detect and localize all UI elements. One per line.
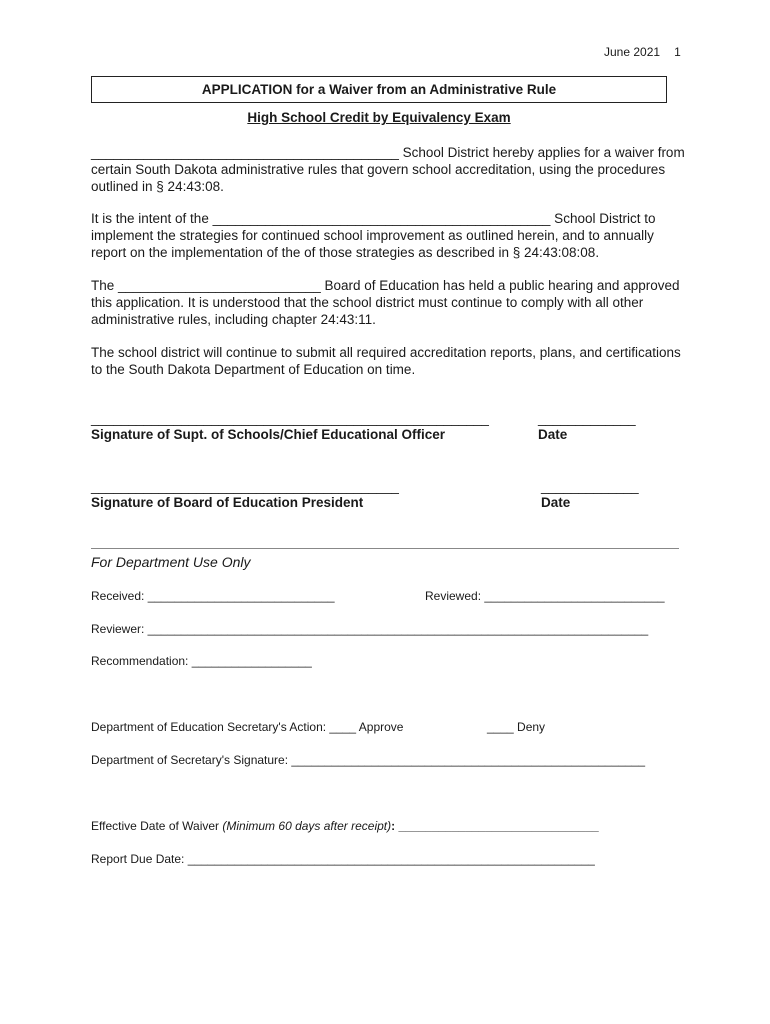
effective-date-field[interactable] bbox=[91, 819, 599, 834]
effective-date-note: (Minimum 60 days after receipt) bbox=[222, 819, 392, 833]
paragraph-application: _________________________________________ School District hereby applies for a waiver from certain South Dakota administrative rules that govern school accreditation, using the procedures outlined in § 24:43:08. bbox=[91, 145, 685, 194]
header-date: June 2021 bbox=[604, 45, 661, 59]
secretary-action-approve[interactable]: Department of Education Secretary's Action: ____ Approve bbox=[91, 720, 404, 734]
supt-date-line[interactable]: _____________ bbox=[538, 411, 636, 426]
effective-date-label: Effective Date of Waiver bbox=[91, 819, 223, 833]
page-header bbox=[604, 45, 681, 59]
page-number: 1 bbox=[674, 45, 681, 59]
reviewer-field[interactable]: Reviewer: ___________________________________________________________________________ bbox=[91, 622, 649, 636]
effective-date-line[interactable]: ______________________________ bbox=[395, 819, 599, 833]
supt-signature-line[interactable]: _____________________________________________________ bbox=[91, 411, 489, 426]
reviewed-field[interactable]: Reviewed: ___________________________ bbox=[425, 589, 665, 603]
board-date-line[interactable]: _____________ bbox=[541, 479, 639, 494]
effective-date-colon: : bbox=[391, 819, 396, 833]
section-divider bbox=[91, 548, 679, 549]
paragraph-intent: It is the intent of the _____________________________________________ School District to implement the strategies for continued school improvement as outlined herein, and to annually report on the implementation of the of those strategies as described in § 24:43:08:08. bbox=[91, 211, 656, 260]
document-title: APPLICATION for a Waiver from an Administrative Rule bbox=[91, 76, 667, 103]
supt-signature-label: Signature of Supt. of Schools/Chief Educational Officer bbox=[91, 427, 446, 442]
report-due-date-field[interactable]: Report Due Date: _____________________________________________________________ bbox=[91, 852, 595, 866]
board-signature-label: Signature of Board of Education President bbox=[91, 495, 364, 510]
document-subtitle: High School Credit by Equivalency Exam bbox=[247, 110, 511, 125]
paragraph-reports: The school district will continue to submit all required accreditation reports, plans, and certifications to the South Dakota Department of Education on time. bbox=[91, 345, 681, 377]
recommendation-field[interactable]: Recommendation: __________________ bbox=[91, 654, 312, 668]
paragraph-hearing: The ___________________________ Board of Education has held a public hearing and approved this application. It is understood that the school district must continue to comply with all other administrative rules, including chapter 24:43:11. bbox=[91, 278, 680, 327]
department-use-title: For Department Use Only bbox=[91, 554, 251, 570]
received-field[interactable]: Received: ____________________________ bbox=[91, 589, 335, 603]
board-signature-line[interactable]: _________________________________________ bbox=[91, 479, 399, 494]
supt-date-label: Date bbox=[538, 427, 568, 442]
secretary-signature-field[interactable]: Department of Secretary's Signature: _____________________________________________________ bbox=[91, 753, 646, 767]
board-date-label: Date bbox=[541, 495, 571, 510]
secretary-action-deny[interactable]: ____ Deny bbox=[487, 720, 546, 734]
